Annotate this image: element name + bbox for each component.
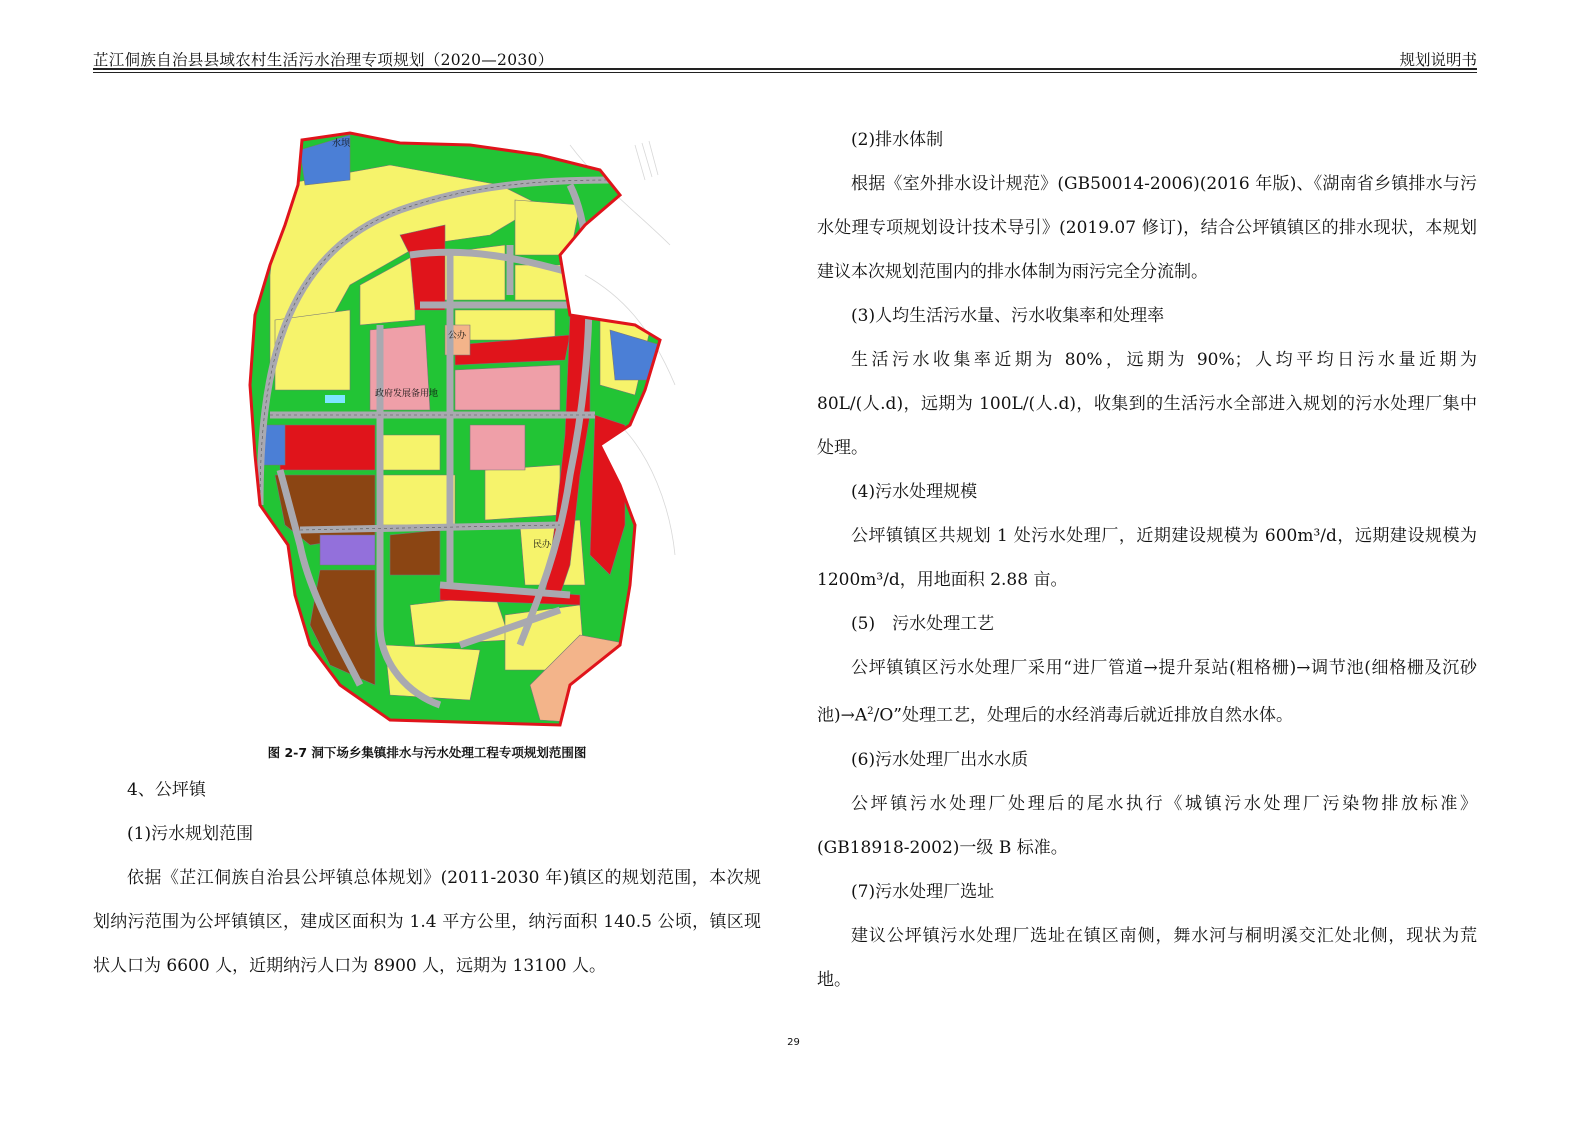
paragraph-scope: 依据《芷江侗族自治县公坪镇总体规划》(2011-2030 年)镇区的规划范围，本次规划纳污范围为公坪镇镇区，建成区面积为 1.4 平方公里，纳污面积 140.5 公顷，镇区现状人口为 6600 人，近期纳污人口为 8900 人，远期为 13100 人。: [93, 868, 761, 976]
figure-caption: 图 2-7 洞下场乡集镇排水与污水处理工程专项规划范围图: [267, 745, 587, 760]
header-title: 芷江侗族自治县县域农村生活污水治理专项规划（2020—2030）: [93, 51, 554, 69]
paragraph-effluent-quality: 公坪镇污水处理厂处理后的尾水执行《城镇污水处理厂污染物排放标准》(GB18918-2002)一级 B 标准。: [817, 793, 1477, 858]
subheading-sewage-rates: (3)人均生活污水量、污水收集率和处理率: [851, 306, 1165, 326]
map-label-public-school: 公办: [448, 331, 467, 341]
map-label-private-school: 民办: [533, 540, 552, 550]
subheading-drainage-system: (2)排水体制: [851, 130, 944, 150]
header-rule: [93, 68, 1477, 70]
map-label-dam: 水坝: [332, 139, 351, 149]
subheading-plant-site: (7)污水处理厂选址: [851, 881, 995, 902]
subheading-treatment-process: (5) 污水处理工艺: [851, 614, 995, 634]
header-rule-thin: [93, 72, 1477, 73]
header-doc-type: 规划说明书: [1399, 51, 1477, 69]
paragraph-drainage-system: 根据《室外排水设计规范》(GB50014-2006)(2016 年版)、《湖南省乡镇排水与污水处理专项规划设计技术导引》(2019.07 修订)，结合公坪镇镇区的排水现状，本规划建议本次规划范围内的排水体制为雨污完全分流制。: [817, 174, 1477, 282]
right-column: [817, 118, 1477, 1002]
paragraph-plant-site: 建议公坪镇污水处理厂选址在镇区南侧，舞水河与桐明溪交汇处北侧，现状为荒地。: [817, 925, 1477, 990]
paragraph-sewage-rates: 生活污水收集率近期为 80%，远期为 90%；人均平均日污水量近期为 80L/(人.d)，远期为 100L/(人.d)，收集到的生活污水全部进入规划的污水处理厂集中处理。: [817, 350, 1477, 458]
subheading-treatment-scale: (4)污水处理规模: [851, 482, 978, 502]
paragraph-treatment-scale: 公坪镇镇区共规划 1 处污水处理厂，近期建设规模为 600m³/d，远期建设规模为 1200m³/d，用地面积 2.88 亩。: [817, 526, 1477, 590]
subheading-scope: (1)污水规划范围: [127, 824, 254, 844]
planning-map-figure: [240, 125, 680, 735]
left-column: [93, 768, 761, 988]
map-label-reserve-land: 政府发展备用地: [375, 389, 439, 399]
section-heading-gongping: 4、公坪镇: [127, 780, 206, 800]
paragraph-treatment-process: 公坪镇镇区污水处理厂采用“进厂管道→提升泵站(粗格栅)→调节池(细格栅及沉砂池)$\to A^2/O$”处理工艺，处理后的水经消毒后就近排放自然水体。: [817, 658, 1477, 726]
subheading-effluent-quality: (6)污水处理厂出水水质: [851, 749, 1029, 770]
page-number: 29: [787, 1037, 800, 1048]
